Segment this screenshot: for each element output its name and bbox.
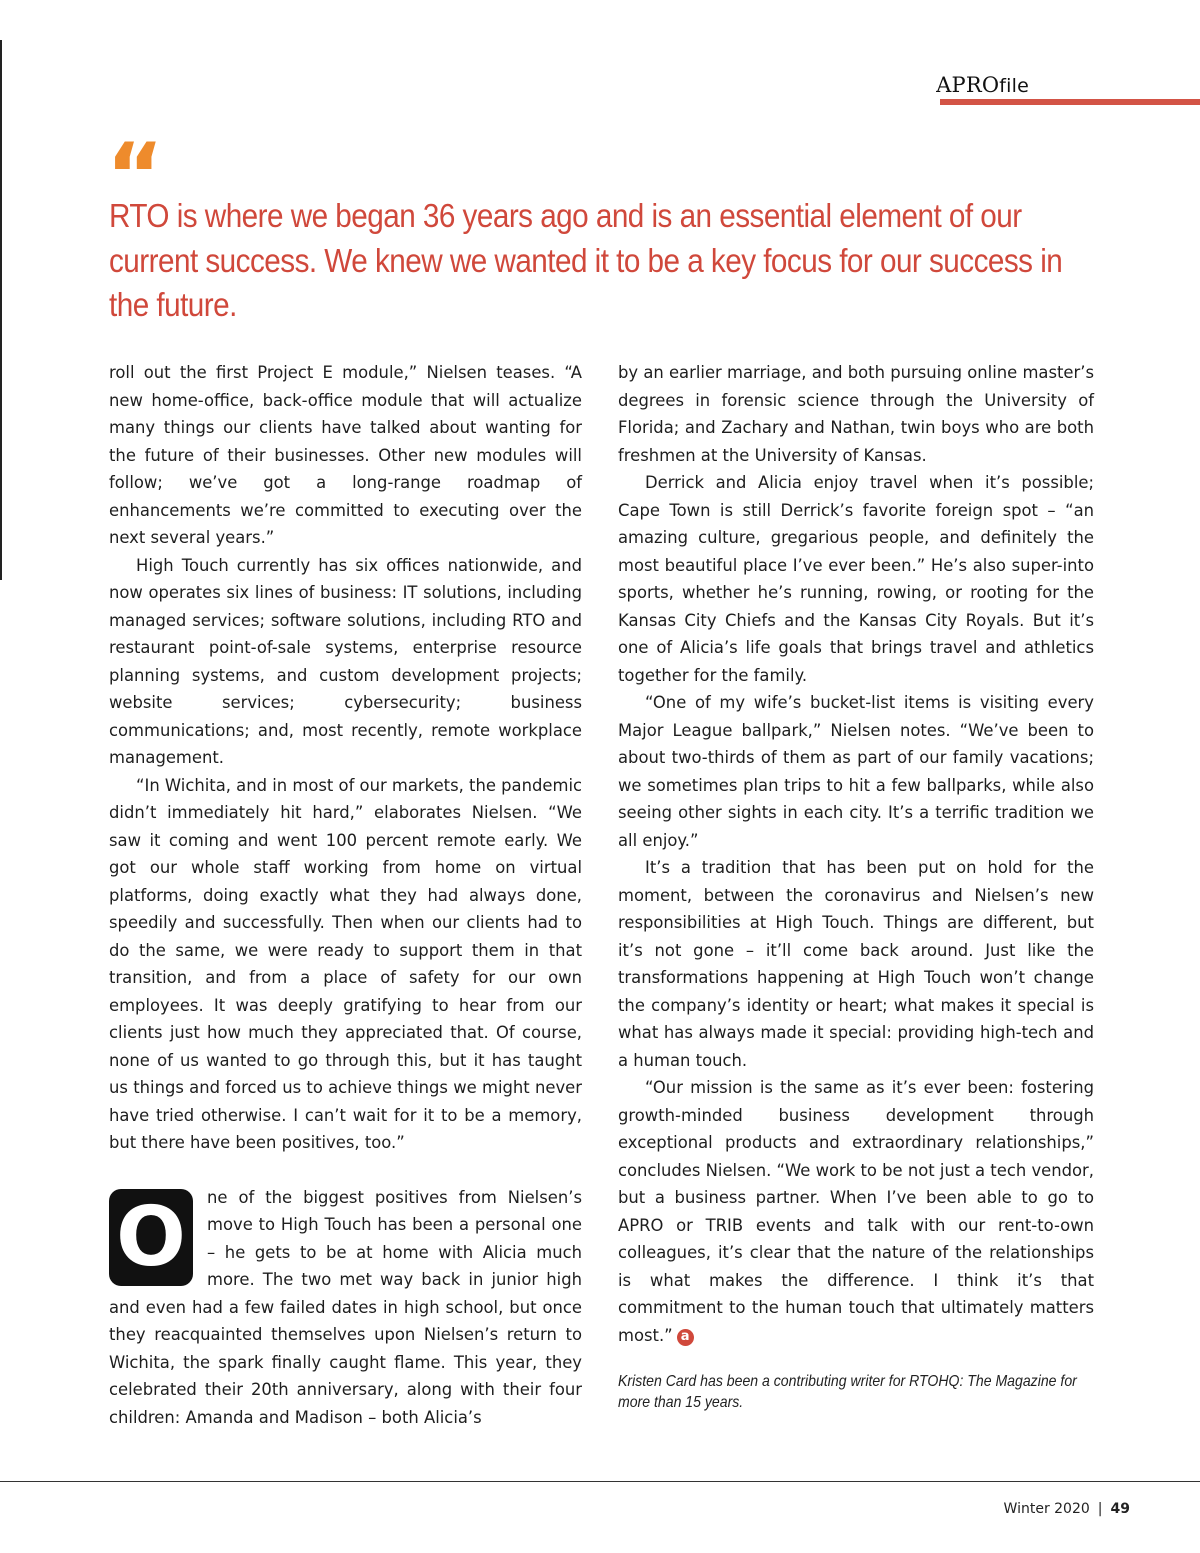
author-note: Kristen Card has been a contributing writer for RTOHQ: The Magazine for more than 15 years. bbox=[618, 1373, 1077, 1411]
paragraph: High Touch currently has six offices nationwide, and now operates six lines of business: IT solutions, including managed services; software solutions, including RTO and restaurant point-of-sale systems, enterprise resource planning systems, and custom development projects; website services; cybersecurity; business communications; and, most recently, remote workplace management. bbox=[109, 555, 582, 767]
closing-paragraph-text: “Our mission is the same as it’s ever been: fostering growth-minded business development through exceptional products and extraordinary relationships,” concludes Nielsen. “We work to be not just a tech vendor, but a business partner. When I’ve been able to go to APRO or TRIB events and talk with our rent-to-own colleagues, it’s clear that the nature of the relationships is what makes the difference. I think it’s that commitment to the human touch that ultimately matters most.” bbox=[618, 1078, 1094, 1345]
page-edge-rule bbox=[0, 40, 2, 580]
section-tag-bar bbox=[940, 99, 1200, 105]
article-column-right bbox=[618, 359, 1094, 1413]
paragraph: by an earlier marriage, and both pursuing online master’s degrees in forensic science through the University of Florida; and Zachary and Nathan, twin boys who are both freshmen at the University of Kansas. bbox=[618, 363, 1094, 465]
quote-mark-icon: “ bbox=[106, 124, 158, 227]
pull-quote: RTO is where we began 36 years ago and is an essential element of our current success. We knew we wanted it to be a key focus for our success in the future. bbox=[109, 197, 1063, 323]
drop-cap: O bbox=[109, 1189, 193, 1286]
page-footer bbox=[1004, 1501, 1130, 1517]
paragraph: roll out the first Project E module,” Nielsen teases. “A new home-office, back-office module that will actualize many things our clients have talked about wanting for the future of their businesses. Other new modules will follow; we’ve got a long-range roadmap of enhancements we’re committed to executing over the next several years.” bbox=[109, 363, 582, 547]
footer-separator: | bbox=[1097, 1501, 1103, 1517]
closing-paragraph bbox=[618, 1074, 1094, 1349]
paragraph: “One of my wife’s bucket-list items is visiting every Major League ballpark,” Nielsen notes. “We’ve been to about two-thirds of them as part of our family vacations; we sometimes plan trips to hit a few ballparks, while also seeing other sights in each city. It’s a terrific tradition we all enjoy.” bbox=[618, 693, 1094, 850]
dropcap-paragraph-text: ne of the biggest positives from Nielsen’s move to High Touch has been a personal one – he gets to be at home with Alicia much more. The two met way back in junior high and even had a few failed dates in high school, but once they reacquainted themselves upon Nielsen’s return to Wichita, the spark finally caught flame. This year, they celebrated their 20th anniversary, along with their four children: Amanda and Madison – both Alicia’s bbox=[109, 1187, 582, 1427]
page-number: 49 bbox=[1110, 1501, 1130, 1517]
paragraph: “In Wichita, and in most of our markets, the pandemic didn’t immediately hit hard,” elaborates Nielsen. “We saw it coming and went 100 percent remote early. We got our whole staff working from home on virtual platforms, doing exactly what they had always done, speedily and successfully. Then when our clients had to do the same, we were ready to support them in that transition, and from a place of safety for our own employees. It was deeply gratifying to hear from our clients just how much they appreciated that. Of course, none of us wanted to go through this, but it has taught us things and forced us to achieve things we might never have tried otherwise. I can’t wait for it to be a memory, but there have been positives, too.” bbox=[109, 775, 583, 1152]
paragraph: It’s a tradition that has been put on hold for the moment, between the coronavirus and Nielsen’s new responsibilities at High Touch. Things are different, but it’s not gone – it’ll come back around. Just like the transformations happening at High Touch won’t change the company’s identity or heart; what makes it special is what has always made it special: providing high-tech and a human touch. bbox=[618, 858, 1094, 1070]
section-tag-suffix: file bbox=[999, 75, 1029, 97]
end-mark-icon: a bbox=[677, 1329, 694, 1346]
section-tag bbox=[936, 73, 1029, 97]
paragraph: Derrick and Alicia enjoy travel when it’s possible; Cape Town is still Derrick’s favorite foreign spot – “an amazing culture, gregarious people, and definitely the most beautiful place I’ve ever been.” He’s also super-into sports, whether he’s running, rowing, or rooting for the Kansas City Chiefs and the Kansas City Royals. But it’s one of Alicia’s life goals that brings travel and athletics together for the family. bbox=[618, 473, 1094, 685]
issue-label: Winter 2020 bbox=[1003, 1501, 1090, 1517]
article-column-left bbox=[109, 359, 582, 1431]
dropcap-paragraph bbox=[109, 1184, 582, 1432]
footer-rule bbox=[0, 1481, 1200, 1482]
section-tag-main: APRO bbox=[936, 73, 1000, 97]
